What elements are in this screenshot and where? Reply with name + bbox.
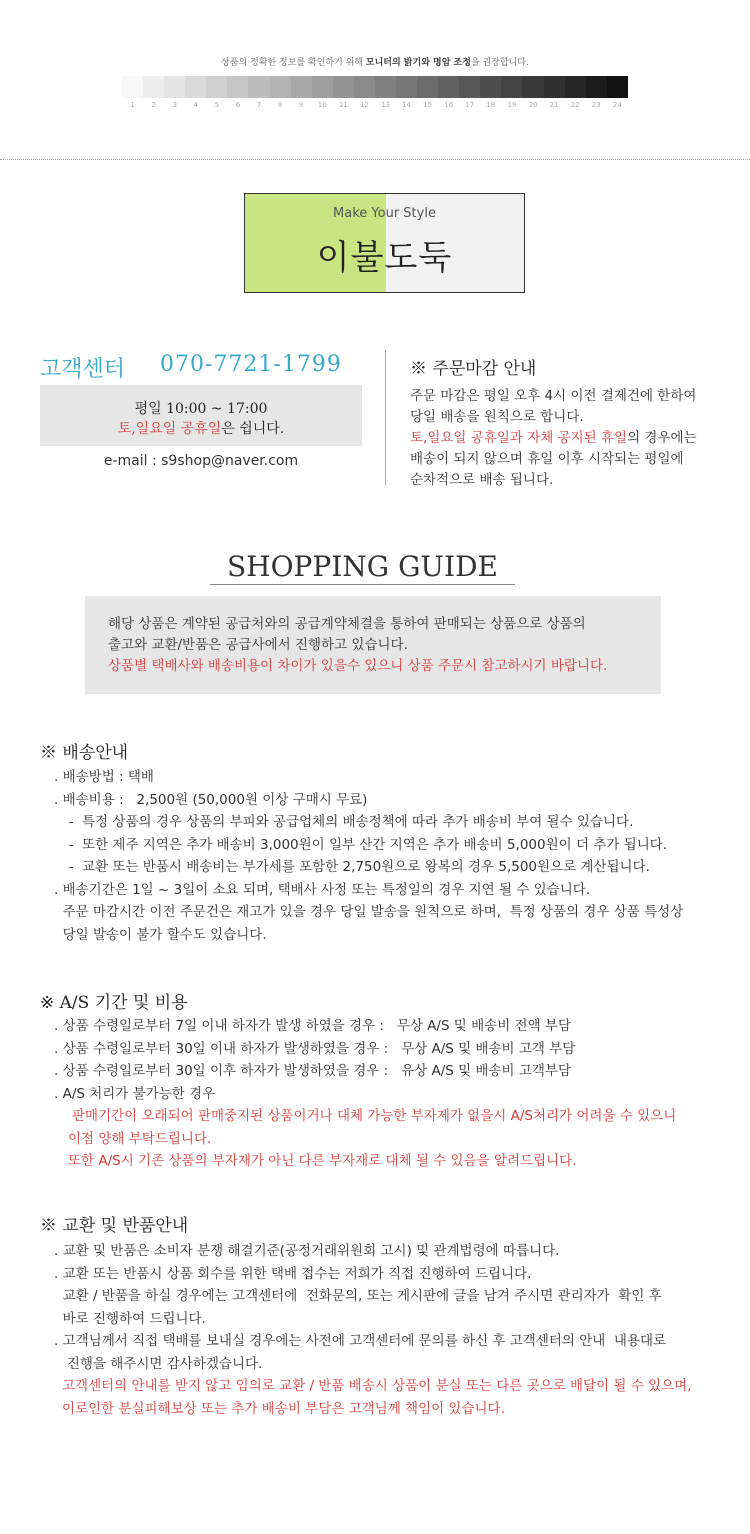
- monitor-notice-prefix: 상품의 정확한 정보를 확인하기 위해: [221, 58, 366, 68]
- grayscale-swatch: [122, 76, 143, 98]
- as-red-line: 판매기간이 오래되어 판매중지된 상품이거나 대체 가능한 부자제가 없을시 A/S처리가 어려울 수 있으니: [72, 1108, 677, 1124]
- order-deadline-rest: 의 경우에는: [627, 430, 697, 446]
- order-deadline-line: 당일 배송을 원칙으로 합니다.: [410, 409, 584, 425]
- customer-center-phone: 070-7721-1799: [160, 352, 342, 377]
- as-title: ※ A/S 기간 및 비용: [40, 993, 188, 1013]
- holiday-rest-text: 은 쉽니다.: [221, 421, 285, 437]
- delivery-title: ※ 배송안내: [40, 743, 129, 763]
- shopping-guide-text: [108, 614, 656, 677]
- as-red-line: 또한 A/S시 기존 상품의 부자재가 아닌 다른 부자재로 대체 될 수 있음을 알려드립니다.: [68, 1153, 577, 1169]
- dotted-divider: [0, 159, 750, 160]
- grayscale-number: 18: [486, 101, 496, 109]
- as-line: . A/S 처리가 불가능한 경우: [54, 1085, 216, 1102]
- grayscale-swatch: [417, 76, 438, 98]
- order-deadline-body: [410, 386, 740, 491]
- grayscale-swatch: [333, 76, 354, 98]
- grayscale-swatch: [522, 76, 543, 98]
- as-body: [54, 1015, 676, 1173]
- order-deadline-line: 주문 마감은 평일 오후 4시 이전 결제건에 한하여: [410, 388, 697, 404]
- logo-name: 이불도둑: [316, 238, 453, 278]
- grayscale-swatch: [227, 76, 248, 98]
- vertical-divider: [385, 350, 386, 485]
- exchange-red-line: 고객센터의 안내를 받지 않고 임의로 교환 / 반품 배송시 상품이 분실 또는 다른 곳으로 배달이 될 수 있으며,: [62, 1378, 692, 1394]
- customer-center-title: 고객센터: [40, 357, 126, 382]
- grayscale-number: 15: [423, 101, 433, 109]
- grayscale-swatch: [354, 76, 375, 98]
- grayscale-number: 13: [381, 101, 390, 109]
- logo-tagline: Make Your Style: [333, 206, 436, 221]
- brand-logo: [244, 193, 525, 293]
- grayscale-swatch: [459, 76, 480, 98]
- grayscale-number: 4: [193, 101, 198, 109]
- grayscale-number: 24: [612, 101, 622, 109]
- grayscale-number: 7: [256, 101, 262, 109]
- grayscale-number: 10: [317, 101, 327, 109]
- grayscale-number: 20: [528, 101, 538, 109]
- grayscale-swatch: [164, 76, 185, 98]
- grayscale-swatch: [270, 76, 291, 98]
- shopping-guide-title: SHOPPING GUIDE: [227, 550, 498, 583]
- grayscale-swatch: [291, 76, 312, 98]
- delivery-line: 당일 발송이 불가 할수도 있습니다.: [54, 926, 267, 943]
- grayscale-swatch: [185, 76, 206, 98]
- grayscale-swatch: [206, 76, 227, 98]
- holiday-red-text: 토,일요일 공휴일: [117, 421, 222, 437]
- grayscale-number: 23: [591, 101, 601, 109]
- order-deadline-title: ※ 주문마감 안내: [410, 359, 537, 379]
- exchange-line: . 교환 및 반품은 소비자 분쟁 해결기준(공정거래위원회 고시) 및 관계법령에 따릅니다.: [54, 1243, 560, 1259]
- grayscale-number: 3: [172, 101, 177, 109]
- customer-center-hours: 평일 10:00 ~ 17:00: [134, 401, 268, 417]
- delivery-line: - 특정 상품의 경우 상품의 부피와 공급업체의 배송정책에 따라 추가 배송비 부여 될수 있습니다.: [60, 814, 634, 830]
- grayscale-swatch: [375, 76, 396, 98]
- grayscale-number: 16: [444, 101, 454, 109]
- monitor-notice-bold: 모니터의 밝기와 명암 조정: [365, 58, 471, 68]
- delivery-line: . 배송방법 : 택배: [54, 769, 154, 785]
- delivery-line: . 배송기간은 1일 ~ 3일이 소요 되며, 택배사 사정 또는 특정일의 경우 지연 될 수 있습니다.: [54, 881, 591, 898]
- exchange-line: 교환 / 반품을 하실 경우에는 고객센터에 전화문의, 또는 게시판에 글을 남겨 주시면 관리자가 확인 후: [54, 1288, 662, 1304]
- shopping-guide-red-line: 상품별 택배사와 배송비용이 차이가 있을수 있으니 상품 주문시 참고하시기 바랍니다.: [108, 658, 608, 674]
- customer-center-email: e-mail : s9shop@naver.com: [103, 453, 299, 469]
- exchange-line: 바로 진행하여 드립니다.: [54, 1310, 206, 1327]
- delivery-line: 주문 마감시간 이전 주문건은 재고가 있을 경우 당일 발송을 원칙으로 하며, 특정 상품의 경우 상품 특성상: [54, 904, 684, 920]
- grayscale-number: 11: [338, 101, 348, 109]
- grayscale-swatch: [312, 76, 333, 98]
- as-line: . 상품 수령일로부터 7일 이내 하자가 발생 하였을 경우 : 무상 A/S 및 배송비 전액 부담: [54, 1018, 572, 1034]
- as-line: . 상품 수령일로부터 30일 이내 하자가 발생하였을 경우 : 무상 A/S 및 배송비 고객 부담: [54, 1040, 576, 1057]
- grayscale-number: 5: [214, 101, 220, 109]
- grayscale-number: 17: [465, 101, 475, 109]
- exchange-line: . 고객님께서 직접 택배를 보내실 경우에는 사전에 고객센터에 문의를 하신 후 고객센터의 안내 내용대로: [54, 1333, 667, 1349]
- exchange-title: ※ 교환 및 반품안내: [40, 1216, 189, 1236]
- grayscale-number: 8: [277, 101, 283, 109]
- shopping-guide-line: 해당 상품은 계약된 공급처와의 공급계약체결을 통하여 판매되는 상품으로 상품의: [108, 616, 586, 632]
- grayscale-swatch: [544, 76, 565, 98]
- grayscale-numbers: [122, 101, 628, 109]
- grayscale-number: 19: [507, 101, 517, 109]
- grayscale-number: 2: [151, 101, 156, 109]
- delivery-line: . 배송비용 : 2,500원 (50,000원 이상 구매시 무료): [54, 791, 368, 808]
- delivery-line: - 또한 제주 지역은 추가 배송비 3,000원이 일부 산간 지역은 추가 배송비 5,000원이 더 추가 됩니다.: [60, 836, 668, 853]
- shopping-guide-line: 출고와 교환/반품은 공급사에서 진행하고 있습니다.: [108, 637, 408, 653]
- grayscale-swatch: [143, 76, 164, 98]
- exchange-red-line: 이로인한 분실피해보상 또는 추가 배송비 부담은 고객님께 책임이 있습니다.: [62, 1400, 505, 1417]
- order-deadline-line: [410, 428, 740, 449]
- order-deadline-line: 순차적으로 배송 됩니다.: [410, 472, 554, 488]
- monitor-notice: [0, 55, 750, 68]
- customer-center-holiday: [40, 418, 362, 438]
- grayscale-number: 22: [570, 101, 580, 109]
- grayscale-number: 1: [130, 101, 135, 109]
- exchange-line: 진행을 해주시면 감사하겠습니다.: [54, 1355, 263, 1372]
- delivery-body: [54, 766, 683, 946]
- grayscale-swatch: [565, 76, 586, 98]
- grayscale-swatch: [586, 76, 607, 98]
- exchange-line: . 교환 또는 반품시 상품 회수를 위한 택배 접수는 저희가 직접 진행하여 드립니다.: [54, 1265, 532, 1282]
- shopping-guide-underline: [210, 584, 515, 585]
- as-line: . 상품 수령일로부터 30일 이후 하자가 발생하였을 경우 : 유상 A/S 및 배송비 고객부담: [54, 1063, 572, 1079]
- order-deadline-line: 배송이 되지 않으며 휴일 이후 시작되는 평일에: [410, 451, 684, 467]
- grayscale-swatch: [248, 76, 269, 98]
- grayscale-number: 12: [359, 101, 369, 109]
- grayscale-swatch: [607, 76, 628, 98]
- grayscale-bar: [122, 76, 628, 98]
- delivery-line: - 교환 또는 반품시 배송비는 부가세를 포함한 2,750원으로 왕복의 경우 5,500원으로 계산됩니다.: [60, 859, 650, 875]
- grayscale-number: 14: [402, 101, 412, 109]
- as-red-line: 이점 양해 부탁드립니다.: [68, 1130, 212, 1147]
- grayscale-number: 6: [235, 101, 241, 109]
- grayscale-number: 9: [298, 101, 304, 109]
- grayscale-number: 21: [549, 101, 559, 109]
- order-deadline-red: 토,일요일 공휴일과 자체 공지된 휴일: [410, 430, 628, 446]
- exchange-body: [54, 1240, 692, 1420]
- grayscale-swatch: [396, 76, 417, 98]
- grayscale-swatch: [501, 76, 522, 98]
- grayscale-swatch: [438, 76, 459, 98]
- grayscale-swatch: [480, 76, 501, 98]
- monitor-notice-suffix: 을 권장합니다.: [470, 58, 529, 68]
